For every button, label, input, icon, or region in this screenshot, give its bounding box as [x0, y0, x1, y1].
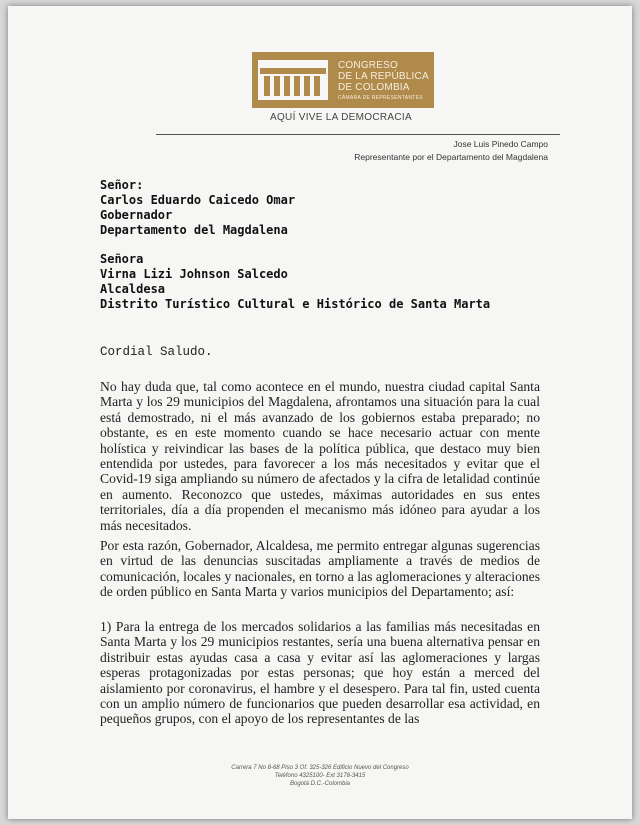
addressee-name: Carlos Eduardo Caicedo Omar: [100, 193, 296, 207]
congress-logo: [252, 52, 434, 108]
logo-text: CONGRESO DE LA REPÚBLICA DE COLOMBIA: [338, 60, 429, 93]
addressee-block-1: [100, 178, 295, 238]
representative-name: Jose Luis Pinedo Campo: [453, 139, 548, 149]
body-paragraph-2: Por esta razón, Gobernador, Alcaldesa, me permito entregar algunas sugerencias en virtud de las denuncias suscitadas ampliamente a través de medios de comunicación, locales y nacionales, en torno a las aglomeraciones y alteraciones de orden público en Santa Marta y varios municipios del Departamento; así:: [100, 538, 540, 600]
footer-address: Carrera 7 No 8-68 Piso 3 Of. 325-326 Edificio Nuevo del Congreso Teléfono 4325100- Ext 3178-3415 Bogotá D.C.-Colombia: [231, 765, 409, 787]
tagline: AQUÍ VIVE LA DEMOCRACIA: [270, 112, 412, 123]
logo-subtext: CÁMARA DE REPRESENTANTES: [338, 95, 423, 101]
header-divider: [156, 134, 560, 135]
addressee-entity: Distrito Turístico Cultural e Histórico de Santa Marta: [100, 297, 491, 311]
body-paragraph-1: No hay duda que, tal como acontece en el mundo, nuestra ciudad capital Santa Marta y los 29 municipios del Magdalena, afrontamos una situación para la cual está demostrado, ni el más avanzado de los gobiernos estaba preparado; no obstante, es en este momento cuando se hace necesario actuar con mente holística y reivindicar las bases de la política pública, que destaco muy bien entendida por ustedes, para favorecer a los más necesitados y evitar que el Covid-19 siga ampliando su número de afectados y la cifra de letalidad continúe en aumento. Reconozco que ustedes, máximas autoridades en sus entes territoriales, día a día propenden el mecanismo más idóneo para ayudar a los más necesitados.: [100, 379, 540, 533]
letter-page: [8, 6, 632, 819]
greeting: Cordial Saludo.: [100, 345, 213, 359]
addressee-block-2: [100, 252, 490, 312]
representative-role: Representante por el Departamento del Magdalena: [354, 152, 548, 162]
addressee-salutation: Señora: [100, 252, 144, 266]
body-paragraph-3: 1) Para la entrega de los mercados solidarios a las familias más necesitadas en Santa Marta y los 29 municipios restantes, sería una buena alternativa pensar en distribuir estas ayudas casa a casa y evitar así las aglomeraciones y largas esperas protagonizadas por estas personas; que hoy están a merced del aislamiento por coronavirus, el hambre y el desespero. Para tal fin, usted cuenta con un amplio número de funcionarios que pueden desarrollar esa actividad, en pequeños grupos, con el apoyo de los representantes de las: [100, 619, 540, 727]
addressee-entity: Departamento del Magdalena: [100, 223, 288, 237]
capitol-building-icon: [258, 60, 328, 100]
addressee-title: Alcaldesa: [100, 282, 166, 296]
addressee-salutation: Señor:: [100, 178, 144, 192]
addressee-title: Gobernador: [100, 208, 173, 222]
addressee-name: Virna Lizi Johnson Salcedo: [100, 267, 288, 281]
